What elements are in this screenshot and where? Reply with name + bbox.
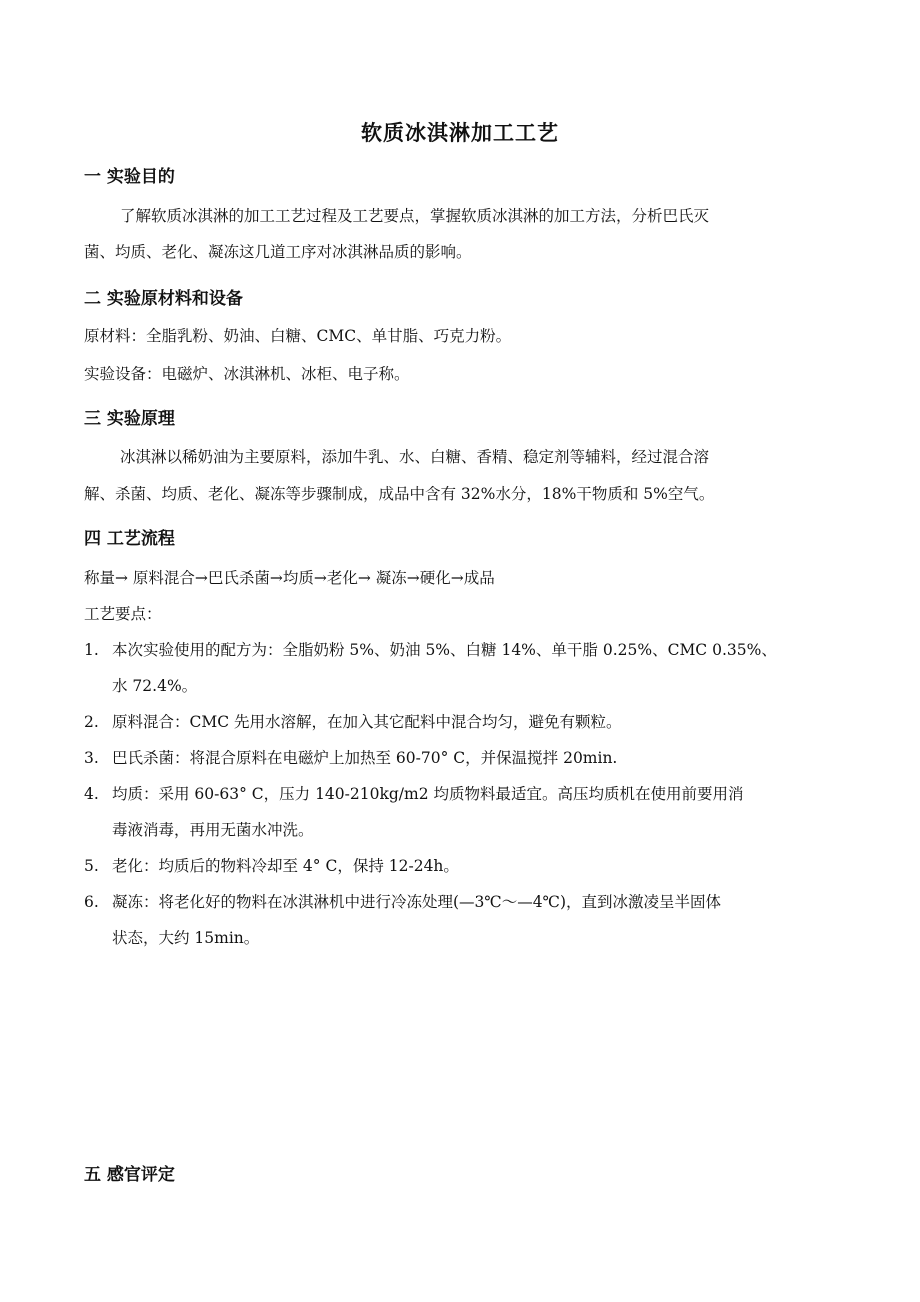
list-item — [84, 776, 844, 848]
list-item-number: 6. — [84, 893, 99, 911]
list-item-number: 4. — [84, 785, 99, 803]
list-item-text-line-1: 原料混合：CMC 先用水溶解，在加入其它配料中混合均匀，避免有颗粒。 — [112, 713, 622, 731]
section-heading-sensory: 五 感官评定 — [84, 1165, 175, 1185]
document-title: 软质冰淇淋加工工艺 — [361, 121, 559, 145]
process-points-list — [84, 632, 844, 956]
list-item-text-line-1: 均质：采用 60-63° C，压力 140-210kg/m2 均质物料最适宜。高压均质机在使用前要用消 — [112, 785, 744, 803]
list-item — [84, 740, 844, 776]
process-flow-line: 称量→ 原料混合→巴氏杀菌→均质→老化→ 凝冻→硬化→成品 — [84, 569, 495, 587]
equipment-line: 实验设备：电磁炉、冰淇淋机、冰柜、电子称。 — [84, 365, 410, 383]
list-item — [84, 632, 844, 704]
section-heading-materials: 二 实验原材料和设备 — [84, 289, 243, 309]
section-heading-process: 四 工艺流程 — [84, 529, 175, 549]
purpose-paragraph-line-1: 了解软质冰淇淋的加工工艺过程及工艺要点，掌握软质冰淇淋的加工方法，分析巴氏灭 — [120, 207, 710, 225]
list-item — [84, 884, 844, 956]
list-item-text-line-2: 水 72.4%。 — [112, 677, 198, 695]
list-item — [84, 848, 844, 884]
list-item-text-line-1: 巴氏杀菌：将混合原料在电磁炉上加热至 60-70° C，并保温搅拌 20min. — [112, 749, 618, 767]
section-heading-purpose: 一 实验目的 — [84, 167, 175, 187]
list-item — [84, 704, 844, 740]
list-item-text-line-1: 凝冻：将老化好的物料在冰淇淋机中进行冷冻处理(—3℃～—4℃)，直到冰激凌呈半固体 — [112, 893, 721, 911]
process-points-label: 工艺要点： — [84, 605, 162, 623]
materials-line: 原材料：全脂乳粉、奶油、白糖、CMC、单甘脂、巧克力粉。 — [84, 327, 512, 345]
list-item-text-line-1: 老化：均质后的物料冷却至 4° C，保持 12-24h。 — [112, 857, 459, 875]
purpose-paragraph-line-2: 菌、均质、老化、凝冻这几道工序对冰淇淋品质的影响。 — [84, 243, 472, 261]
list-item-text-line-2: 状态，大约 15min。 — [112, 929, 260, 947]
principle-paragraph-line-1: 冰淇淋以稀奶油为主要原料，添加牛乳、水、白糖、香精、稳定剂等辅料，经过混合溶 — [120, 448, 710, 466]
list-item-text-line-2: 毒液消毒，再用无菌水冲洗。 — [112, 821, 314, 839]
principle-paragraph-line-2: 解、杀菌、均质、老化、凝冻等步骤制成，成品中含有 32%水分，18%干物质和 5%空气。 — [84, 485, 715, 503]
list-item-text-line-1: 本次实验使用的配方为：全脂奶粉 5%、奶油 5%、白糖 14%、单干脂 0.25%、CMC 0.35%、 — [112, 641, 777, 659]
section-heading-principle: 三 实验原理 — [84, 409, 175, 429]
list-item-number: 3. — [84, 749, 99, 767]
list-item-number: 1. — [84, 641, 99, 659]
list-item-number: 5. — [84, 857, 99, 875]
list-item-number: 2. — [84, 713, 99, 731]
